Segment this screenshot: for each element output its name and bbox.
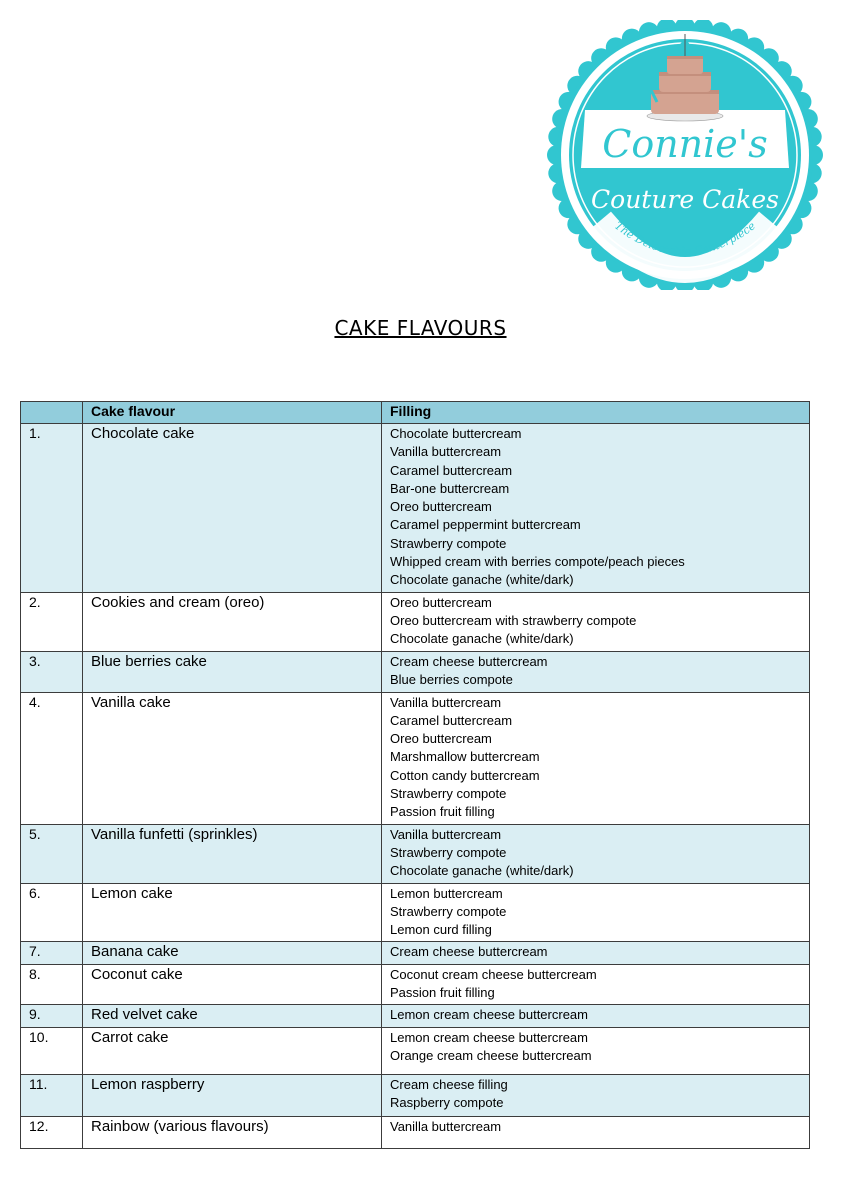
- header-filling: Filling: [382, 402, 810, 424]
- row-number: 10.: [21, 1027, 83, 1074]
- row-number: 11.: [21, 1074, 83, 1116]
- table-row: [21, 1074, 810, 1116]
- logo-name-text: Connie's: [602, 122, 768, 166]
- filling-item: Strawberry compote: [390, 786, 507, 802]
- filling-item: Oreo buttercream: [390, 731, 492, 747]
- cake-flavour-cell: Chocolate cake: [83, 424, 382, 593]
- filling-item: Blue berries compote: [390, 671, 513, 687]
- connies-couture-cakes-logo: [545, 20, 825, 290]
- filling-cell: [382, 883, 810, 942]
- filling-item: Cream cheese buttercream: [390, 944, 548, 960]
- cake-flavour-cell: Lemon raspberry: [83, 1074, 382, 1116]
- filling-item: Marshmallow buttercream: [390, 749, 540, 765]
- filling-item: Strawberry compote: [390, 535, 507, 551]
- table-row: [21, 651, 810, 692]
- filling-cell: [382, 942, 810, 964]
- row-number: 1.: [21, 424, 83, 593]
- table-header-row: [21, 402, 810, 424]
- filling-cell: [382, 651, 810, 692]
- filling-item: Oreo buttercream: [390, 499, 492, 515]
- cake-flavours-table: [20, 401, 810, 1149]
- header-cake-flavour: Cake flavour: [83, 402, 382, 424]
- filling-cell: [382, 424, 810, 593]
- table-row: [21, 942, 810, 964]
- cake-flavour-cell: Vanilla cake: [83, 692, 382, 824]
- filling-item: Strawberry compote: [390, 844, 507, 860]
- cake-flavour-cell: Rainbow (various flavours): [83, 1116, 382, 1148]
- filling-item: Passion fruit filling: [390, 804, 495, 820]
- filling-item: Coconut cream cheese buttercream: [390, 966, 597, 982]
- filling-item: Cream cheese filling: [390, 1076, 508, 1092]
- table-row: [21, 824, 810, 883]
- filling-cell: [382, 824, 810, 883]
- cake-flavour-cell: Lemon cake: [83, 883, 382, 942]
- filling-item: Vanilla buttercream: [390, 694, 502, 710]
- table-row: [21, 592, 810, 651]
- filling-item: Chocolate buttercream: [390, 426, 522, 441]
- logo-tagline-text: The Delectable Centerpiece: [612, 219, 758, 259]
- filling-item: Lemon buttercream: [390, 885, 503, 901]
- table-row: [21, 424, 810, 593]
- row-number: 9.: [21, 1005, 83, 1027]
- table-row: [21, 1005, 810, 1027]
- filling-item: Lemon curd filling: [390, 922, 492, 938]
- filling-item: Oreo buttercream: [390, 594, 492, 610]
- cake-flavour-cell: Coconut cake: [83, 964, 382, 1005]
- row-number: 8.: [21, 964, 83, 1005]
- filling-item: Caramel buttercream: [390, 712, 513, 728]
- filling-cell: [382, 692, 810, 824]
- header-number: [21, 402, 83, 424]
- filling-cell: [382, 1074, 810, 1116]
- filling-item: Raspberry compote: [390, 1094, 504, 1110]
- row-number: 12.: [21, 1116, 83, 1148]
- row-number: 3.: [21, 651, 83, 692]
- filling-item: Chocolate ganache (white/dark): [390, 863, 574, 879]
- table-row: [21, 1027, 810, 1074]
- row-number: 2.: [21, 592, 83, 651]
- filling-item: Whipped cream with berries compote/peach pieces: [390, 554, 685, 570]
- row-number: 7.: [21, 942, 83, 964]
- filling-item: Cream cheese buttercream: [390, 653, 548, 669]
- filling-item: Chocolate ganache (white/dark): [390, 572, 574, 588]
- table-row: [21, 692, 810, 824]
- table-row: [21, 964, 810, 1005]
- cake-flavour-cell: Carrot cake: [83, 1027, 382, 1074]
- filling-item: Caramel buttercream: [390, 462, 513, 478]
- filling-item: Chocolate ganache (white/dark): [390, 631, 574, 647]
- filling-cell: [382, 592, 810, 651]
- filling-item: Strawberry compote: [390, 903, 507, 919]
- filling-item: Cotton candy buttercream: [390, 767, 540, 783]
- filling-cell: [382, 1027, 810, 1074]
- logo-subname-text: Couture Cakes: [591, 185, 779, 214]
- cake-flavour-cell: Vanilla funfetti (sprinkles): [83, 824, 382, 883]
- row-number: 6.: [21, 883, 83, 942]
- filling-cell: [382, 1005, 810, 1027]
- cake-flavour-cell: Banana cake: [83, 942, 382, 964]
- filling-item: Bar-one buttercream: [390, 480, 510, 496]
- filling-item: Lemon cream cheese buttercream: [390, 1029, 588, 1045]
- row-number: 4.: [21, 692, 83, 824]
- filling-item: Vanilla buttercream: [390, 826, 502, 842]
- cake-flavour-cell: Cookies and cream (oreo): [83, 592, 382, 651]
- filling-item: Passion fruit filling: [390, 985, 495, 1001]
- filling-item: Oreo buttercream with strawberry compote: [390, 612, 637, 628]
- filling-item: Vanilla buttercream: [390, 444, 502, 460]
- cake-flavour-cell: Red velvet cake: [83, 1005, 382, 1027]
- table-row: [21, 1116, 810, 1148]
- row-number: 5.: [21, 824, 83, 883]
- filling-item: Caramel peppermint buttercream: [390, 517, 581, 533]
- filling-cell: [382, 964, 810, 1005]
- page-title: CAKE FLAVOURS: [334, 316, 507, 340]
- filling-item: Vanilla buttercream: [390, 1118, 502, 1134]
- filling-item: Orange cream cheese buttercream: [390, 1047, 592, 1063]
- cake-flavour-cell: Blue berries cake: [83, 651, 382, 692]
- filling-item: Lemon cream cheese buttercream: [390, 1007, 588, 1023]
- table-row: [21, 883, 810, 942]
- filling-cell: [382, 1116, 810, 1148]
